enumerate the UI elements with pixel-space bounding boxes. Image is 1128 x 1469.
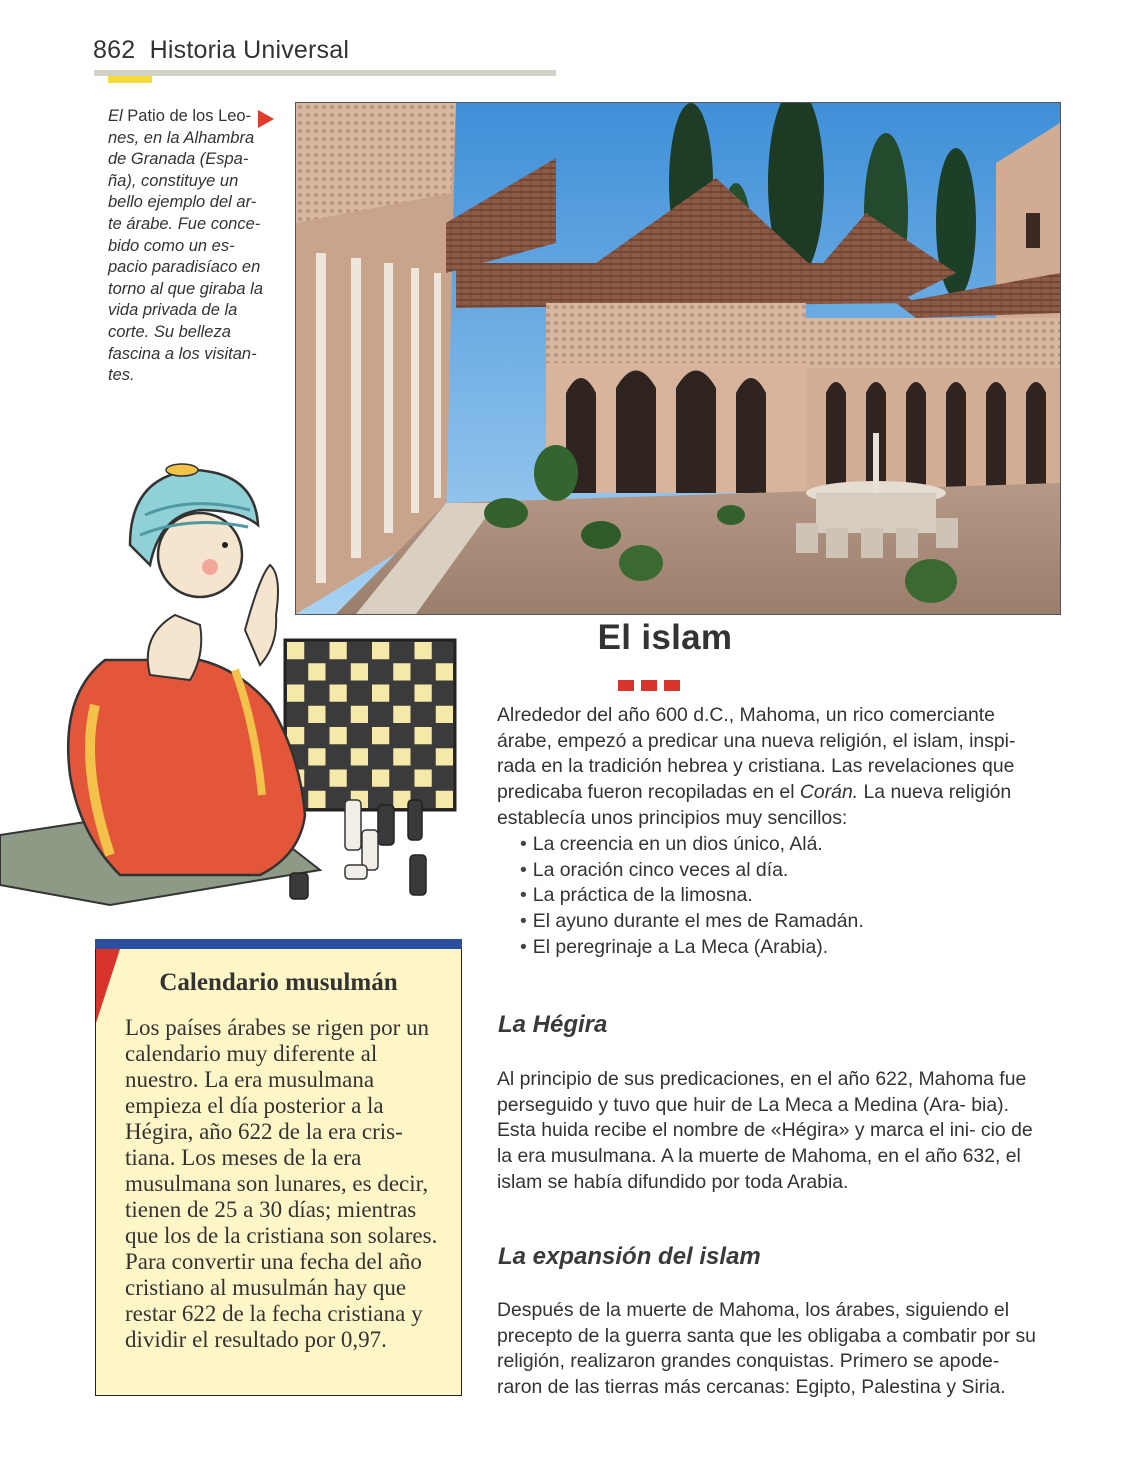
caption-upright: Patio de los Leo-: [127, 107, 252, 125]
box-top-bar: [95, 939, 462, 949]
intro-before-koran: Alrededor del año 600 d.C., Mahoma, un rico comerciante árabe, empezó a predicar una nueva religión, el islam, inspi- rada en la tradición hebrea y cristiana. Las revelaciones que predicaba fueron recopiladas en el: [497, 704, 1016, 804]
caption-lead: El: [108, 107, 123, 125]
principles-list: [520, 832, 1020, 961]
article-title: El islam: [597, 618, 733, 657]
list-item: • El peregrinaje a La Meca (Arabia).: [520, 935, 1020, 961]
caption-arrow-icon: [258, 110, 274, 128]
calendar-text: Los países árabes se rigen por un calendario muy diferente al nuestro. La era musulmana empieza el día posterior a la Hégira, año 622 de la era cris- tiana. Los meses de la era musulmana son lunares, es decir, tienen de 25 a 30 días; mientras que los de la cristiana son solares. Para convertir una fecha del año cristiano al musulmán hay que restar 622 de la fecha cristiana y dividir el resultado por 0,97.: [125, 1015, 438, 1352]
header-rule: [94, 70, 556, 76]
expansion-paragraph: Después de la muerte de Mahoma, los árabes, siguiendo el precepto de la guerra santa que les obligaba a combatir por su religión, realizaron grandes conquistas. Primero se apode- raron de las tierras más cercanas: Egipto, Palestina y Siria.: [497, 1299, 1036, 1399]
intro-paragraph: [497, 703, 1037, 832]
title-decoration: [618, 678, 710, 690]
list-item: • El ayuno durante el mes de Ramadán.: [520, 909, 1020, 935]
list-item: • La oración cinco veces al día.: [520, 858, 1020, 884]
page-header: [93, 36, 349, 65]
expansion-heading: La expansión del islam: [498, 1243, 761, 1270]
intro-after-koran: La nueva religión establecía unos principios muy sencillos:: [497, 781, 1012, 829]
calendar-title: Calendario musulmán: [159, 969, 398, 996]
caption-rest: nes, en la Alhambra de Granada (Espa- ña), constituye un bello ejemplo del ar- te árabe. Fue conce- bido como un es- pacio paradisíaco en torno al que giraba la vida privada de la corte. Su belleza fascina a los visitan- tes.: [108, 128, 264, 385]
header-accent-bar: [108, 76, 152, 83]
hegira-paragraph: Al principio de sus predicaciones, en el año 622, Mahoma fue perseguido y tuvo que huir de La Meca a Medina (Ara- bia). Esta huida recibe el nombre de «Hégira» y marca el ini- cio de la era musulmana. A la muerte de Mahoma, en el año 632, el islam se había difundido por toda Arabia.: [497, 1068, 1033, 1193]
calendar-sidebar-box: [95, 939, 462, 1397]
photo-caption: [108, 106, 273, 387]
page-number: 862: [93, 36, 136, 64]
koran-word: Corán.: [799, 781, 859, 804]
hegira-heading: La Hégira: [498, 1011, 608, 1038]
list-item: • La práctica de la limosna.: [520, 883, 1020, 909]
turbaned-man-chess-illustration: [0, 455, 462, 910]
list-item: • La creencia en un dios único, Alá.: [520, 832, 1020, 858]
section-title: Historia Universal: [149, 36, 350, 64]
